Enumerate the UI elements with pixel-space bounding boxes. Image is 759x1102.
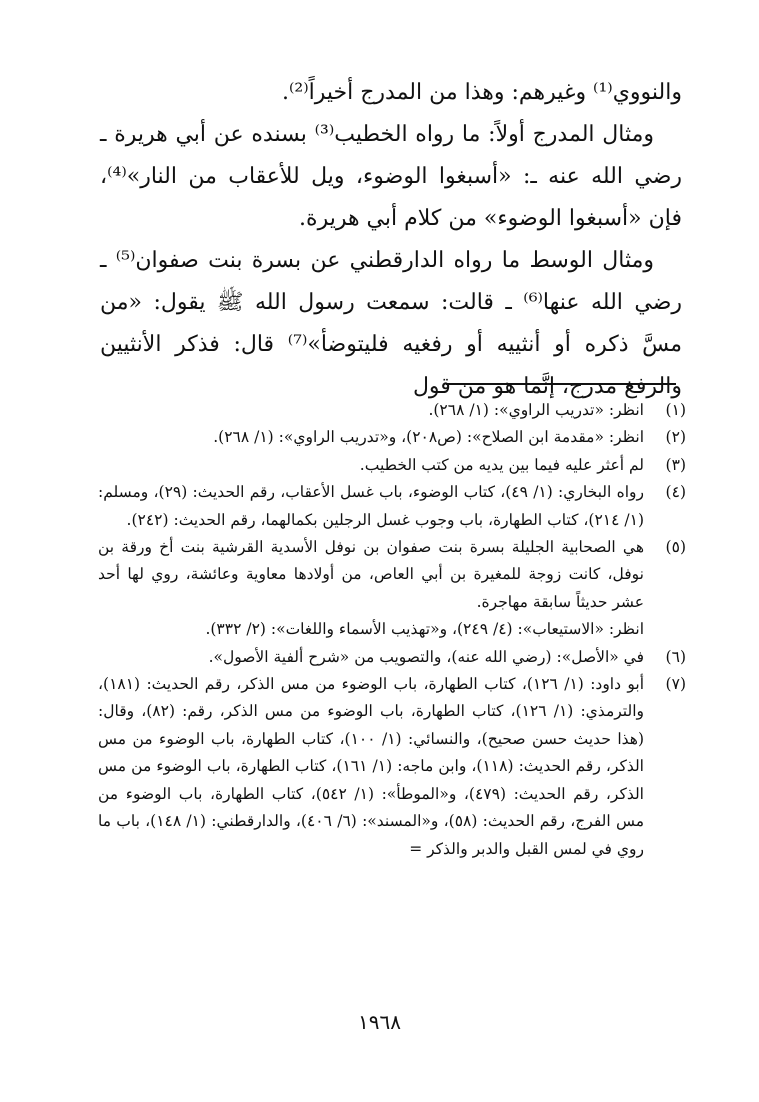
footnote-text: انظر: «تدريب الراوي»: (١/ ٢٦٨). (428, 401, 644, 419)
footnote-number: (٦) (665, 647, 686, 666)
footnote-4 (98, 479, 686, 534)
footnote-text: هي الصحابية الجليلة بسرة بنت صفوان بن نوفل الأسدية القرشية بنت أخ ورقة بن نوفل، كانت زوجة للمغيرة بن أبي العاص، من أولادها معاوية وعائشة، روي لها أحد عشر حديثاً سابقة مهاجرة. انظر: «الاستيعاب»: (٤/ ٢٤٩)، و«تهذيب الأسماء واللغات»: (٢/ ٣٣٢). (98, 538, 644, 639)
footnote-number: (٧) (665, 675, 686, 694)
footnote-number: (٣) (665, 455, 686, 474)
footnote-text: لم أعثر عليه فيما بين يديه من كتب الخطيب. (359, 455, 644, 474)
footnote-text: في «الأصل»: (رضي الله عنه)، والتصويب من «شرح ألفية الأصول». (208, 647, 644, 666)
page-number: ١٩٦٨ (358, 1010, 401, 1034)
footnote-text: أبو داود: (١/ ١٢٦)، كتاب الطهارة، باب الوضوء من مس الذكر، رقم الحديث: (١٨١)، والترمذي: (١/ ١٢٦)، كتاب الطهارة، باب الوضوء من مس الذكر، رقم: (٨٢)، وقال: (هذا حديث حسن صحيح)، والنسائي: (١/ ١٠٠)، كتاب الطهارة، باب الوضوء من مس الذكر، رقم الحديث: (١١٨)، وابن ماجه: (١/ ١٦١)، كتاب الطهارة، باب الوضوء من مس الذكر، رقم الحديث: (٤٧٩)، و«الموطأ»: (١/ ٥٤٢)، كتاب الطهارة، باب الوضوء من مس الفرج، رقم الحديث: (٥٨)، و«المسند»: (٦/ ٤٠٦)، والدارقطني: (١/ ١٤٨)، باب ما روي في لمس القبل والدبر والذكر = (98, 675, 645, 858)
footnote-text: رواه البخاري: (١/ ٤٩)، كتاب الوضوء، باب غسل الأعقاب، رقم الحديث: (٢٩)، ومسلم: (١/ ٢١٤)، كتاب الطهارة، باب وجوب غسل الرجلين بكمالهما، رقم الحديث: (٢٤٢). (98, 483, 644, 529)
paragraph-1: والنووي⁽¹⁾ وغيرهم: وهذا من المدرج أخيراً⁽²⁾. (281, 80, 682, 105)
paragraph-2: ومثال المدرج أولاً: ما رواه الخطيب⁽³⁾ بسنده عن أبي هريرة ـ رضي الله عنه ـ: «أسبغوا الوضوء، ويل للأعقاب من النار»⁽⁴⁾، فإن «أسبغوا الوضوء» من كلام أبي هريرة. (100, 122, 682, 231)
footnote-5 (98, 534, 686, 644)
footnote-number: (٥) (665, 538, 686, 557)
footnote-number: (٤) (665, 483, 686, 502)
footnote-6 (98, 644, 686, 671)
footnotes (98, 397, 686, 863)
footnote-number: (١) (665, 401, 686, 419)
footnote-text: انظر: «مقدمة ابن الصلاح»: (ص٢٠٨)، و«تدريب الراوي»: (١/ ٢٦٨). (213, 428, 644, 447)
footnote-3 (98, 452, 686, 479)
footnote-1 (98, 397, 686, 424)
paragraph-3: ومثال الوسط ما رواه الدارقطني عن بسرة بنت صفوان⁽⁵⁾ ـ رضي الله عنها⁽⁶⁾ ـ قالت: سمعت رسول الله ﷺ يقول: «من مسَّ ذكره أو أنثييه أو رفغيه فليتوضأ»⁽⁷⁾ قال: فذكر الأنثيين والرفغ مدرج، إنَّما هو من قول (100, 248, 683, 399)
footnote-separator (446, 383, 676, 385)
main-text (100, 72, 682, 408)
footnote-2 (98, 424, 686, 451)
footnote-number: (٢) (665, 428, 686, 447)
footnote-7 (98, 671, 686, 863)
